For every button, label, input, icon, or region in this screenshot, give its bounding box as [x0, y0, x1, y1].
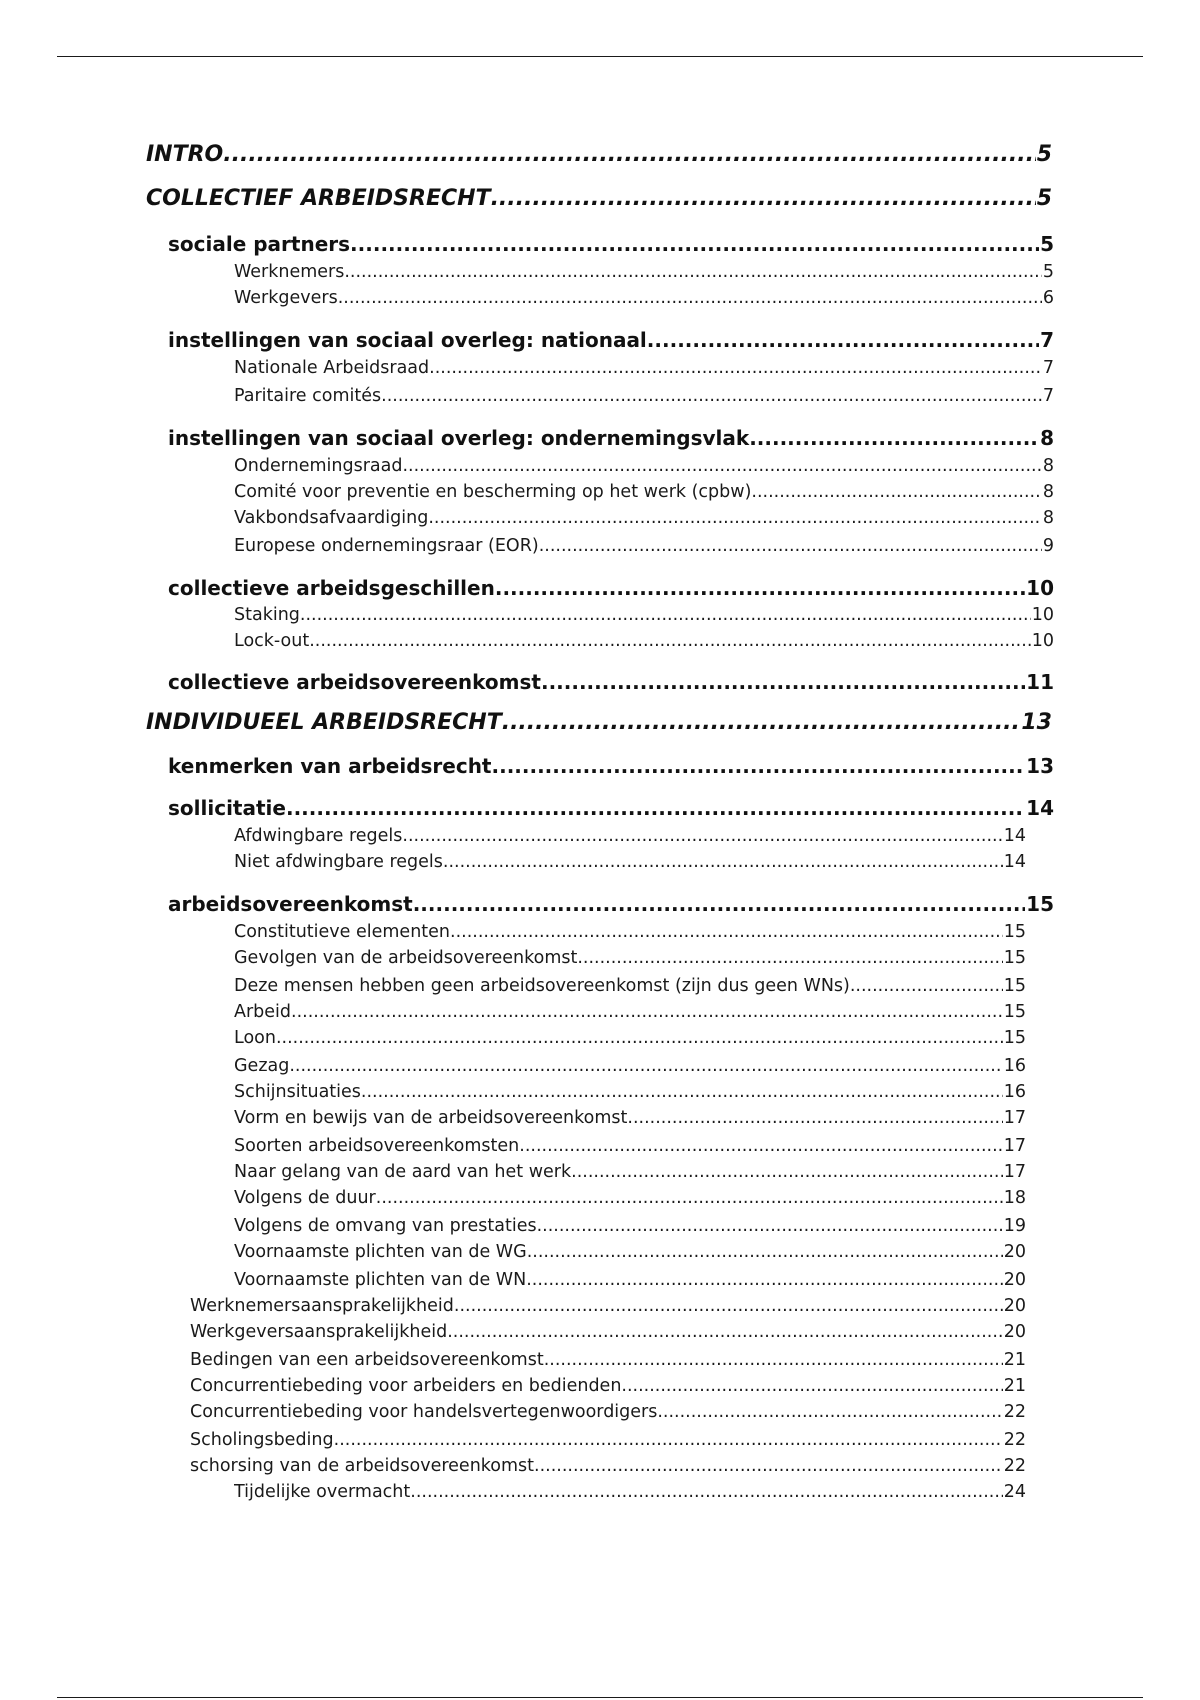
toc-entry-title: Concurrentiebeding voor arbeiders en bedienden	[190, 1376, 622, 1396]
toc-entry[interactable]	[234, 605, 1054, 626]
toc-dot-leader	[502, 710, 1021, 736]
toc-entry-title: Vorm en bewijs van de arbeidsovereenkomst	[234, 1108, 628, 1128]
toc-dot-leader	[429, 358, 1042, 379]
toc-entry[interactable]	[190, 1350, 1026, 1371]
toc-dot-leader	[495, 576, 1025, 600]
toc-entry[interactable]	[234, 948, 1026, 969]
toc-entry-title: COLLECTIEF ARBEIDSRECHT	[146, 186, 491, 211]
toc-page-number: 7	[1042, 358, 1054, 378]
toc-dot-leader	[544, 1350, 1003, 1371]
toc-entry-title: Ondernemingsraad	[234, 456, 403, 476]
toc-dot-leader	[300, 605, 1031, 626]
toc-dot-leader	[338, 288, 1042, 309]
toc-page-number: 22	[1003, 1402, 1026, 1422]
toc-entry[interactable]	[168, 796, 1054, 820]
toc-entry-title: Nationale Arbeidsraad	[234, 358, 430, 378]
toc-entry-title: sollicitatie	[168, 796, 286, 820]
toc-page-number: 14	[1003, 852, 1026, 872]
toc-entry[interactable]	[190, 1402, 1026, 1423]
toc-dot-leader	[350, 232, 1039, 256]
toc-entry[interactable]	[234, 482, 1054, 503]
toc-dot-leader	[376, 1188, 1003, 1209]
toc-dot-leader	[447, 1322, 1003, 1343]
toc-page-number: 17	[1003, 1136, 1026, 1156]
toc-page-number: 8	[1042, 508, 1054, 528]
toc-dot-leader	[526, 1270, 1003, 1291]
toc-entry-title: Werkgeversaansprakelijkheid	[190, 1322, 448, 1342]
toc-page-number: 18	[1003, 1188, 1026, 1208]
toc-entry[interactable]	[234, 922, 1026, 943]
toc-dot-leader	[223, 142, 1035, 168]
toc-page-number: 5	[1042, 262, 1054, 282]
toc-dot-leader	[443, 852, 1003, 873]
toc-entry[interactable]	[234, 456, 1054, 477]
toc-entry-title: Lock-out	[234, 631, 310, 651]
toc-entry-title: Werkgevers	[234, 288, 338, 308]
toc-entry-title: kenmerken van arbeidsrecht	[168, 754, 492, 778]
toc-entry-title: Scholingsbeding	[190, 1430, 334, 1450]
toc-dot-leader	[291, 1002, 1003, 1023]
toc-entry-title: Constitutieve elementen	[234, 922, 451, 942]
toc-entry[interactable]	[168, 426, 1054, 450]
toc-page-number: 8	[1042, 482, 1054, 502]
toc-dot-leader	[577, 948, 1002, 969]
toc-entry[interactable]	[146, 142, 1052, 168]
toc-entry[interactable]	[234, 1108, 1026, 1129]
toc-entry[interactable]	[234, 262, 1054, 283]
toc-page-number: 15	[1026, 892, 1054, 916]
toc-entry[interactable]	[234, 1002, 1026, 1023]
toc-entry-title: Staking	[234, 605, 300, 625]
toc-entry-title: INDIVIDUEEL ARBEIDSRECHT	[146, 710, 502, 735]
toc-entry[interactable]	[190, 1296, 1026, 1317]
toc-entry[interactable]	[168, 232, 1054, 256]
toc-dot-leader	[527, 1242, 1003, 1263]
toc-entry[interactable]	[234, 386, 1054, 407]
toc-entry[interactable]	[234, 288, 1054, 309]
toc-entry-title: Niet afdwingbare regels	[234, 852, 443, 872]
toc-entry-title: Arbeid	[234, 1002, 292, 1022]
toc-dot-leader	[492, 754, 1026, 778]
toc-entry[interactable]	[234, 1242, 1026, 1263]
toc-page-number: 15	[1003, 948, 1026, 968]
toc-page-number: 14	[1003, 826, 1026, 846]
toc-page-number: 8	[1042, 456, 1054, 476]
toc-entry[interactable]	[234, 1216, 1026, 1237]
toc-entry[interactable]	[190, 1456, 1026, 1477]
toc-entry-title: arbeidsovereenkomst	[168, 892, 413, 916]
toc-page-number: 20	[1003, 1322, 1026, 1342]
toc-page-number: 15	[1003, 1002, 1026, 1022]
toc-entry-title: Concurrentiebeding voor handelsvertegenwoordigers	[190, 1402, 658, 1422]
toc-dot-leader	[450, 922, 1003, 943]
toc-dot-leader	[361, 1082, 1003, 1103]
toc-dot-leader	[428, 508, 1042, 529]
toc-entry[interactable]	[234, 976, 1026, 997]
toc-entry[interactable]	[234, 1162, 1026, 1183]
toc-dot-leader	[627, 1108, 1002, 1129]
toc-dot-leader	[519, 1136, 1002, 1157]
toc-entry-title: sociale partners	[168, 232, 351, 256]
toc-page-number: 11	[1026, 670, 1054, 694]
footer-rule	[57, 1697, 1143, 1698]
toc-page-number: 10	[1026, 576, 1054, 600]
toc-dot-leader	[334, 1430, 1003, 1451]
toc-page-number: 8	[1040, 426, 1054, 450]
toc-entry[interactable]	[234, 358, 1054, 379]
toc-page-number: 10	[1031, 631, 1054, 651]
toc-entry[interactable]	[234, 1136, 1026, 1157]
toc-entry-title: Voornaamste plichten van de WG	[234, 1242, 527, 1262]
toc-page-number: 16	[1003, 1056, 1026, 1076]
toc-entry-title: Bedingen van een arbeidsovereenkomst	[190, 1350, 544, 1370]
toc-page-number: 10	[1031, 605, 1054, 625]
toc-entry-title: Schijnsituaties	[234, 1082, 361, 1102]
toc-page-number: 17	[1003, 1162, 1026, 1182]
toc-page-number: 22	[1003, 1456, 1026, 1476]
toc-entry-title: Werknemers	[234, 262, 345, 282]
toc-entry[interactable]	[234, 1482, 1026, 1503]
toc-entry-title: Deze mensen hebben geen arbeidsovereenkomst (zijn dus geen WNs)	[234, 976, 850, 996]
toc-dot-leader	[749, 426, 1039, 450]
toc-entry[interactable]	[234, 1082, 1026, 1103]
toc-entry-title: Afdwingbare regels	[234, 826, 403, 846]
toc-page-number: 13	[1021, 710, 1052, 735]
toc-dot-leader	[344, 262, 1042, 283]
toc-page-number: 7	[1042, 386, 1054, 406]
toc-dot-leader	[413, 892, 1025, 916]
toc-page-number: 13	[1026, 754, 1054, 778]
toc-entry[interactable]	[234, 1188, 1026, 1209]
toc-page-number: 5	[1036, 186, 1052, 211]
toc-entry-title: INTRO	[146, 142, 224, 167]
toc-entry-title: Paritaire comités	[234, 386, 382, 406]
toc-entry-title: Loon	[234, 1028, 276, 1048]
toc-dot-leader	[537, 1216, 1003, 1237]
toc-dot-leader	[491, 186, 1036, 212]
toc-dot-leader	[402, 456, 1041, 477]
toc-entry[interactable]	[146, 710, 1052, 736]
header-rule	[57, 56, 1143, 57]
toc-dot-leader	[381, 386, 1042, 407]
toc-dot-leader	[289, 1056, 1002, 1077]
toc-entry[interactable]	[234, 826, 1026, 847]
toc-entry-title: schorsing van de arbeidsovereenkomst	[190, 1456, 535, 1476]
toc-entry-title: collectieve arbeidsovereenkomst	[168, 670, 541, 694]
toc-page-number: 5	[1040, 232, 1054, 256]
toc-entry-title: Gezag	[234, 1056, 290, 1076]
toc-entry[interactable]	[168, 670, 1054, 694]
toc-dot-leader	[621, 1376, 1002, 1397]
toc-page-number: 15	[1003, 922, 1026, 942]
toc-page-number: 20	[1003, 1242, 1026, 1262]
toc-page-number: 5	[1036, 142, 1052, 167]
toc-entry-title: Tijdelijke overmacht	[234, 1482, 411, 1502]
toc-page-number: 19	[1003, 1216, 1026, 1236]
toc-dot-leader	[541, 670, 1025, 694]
toc-page-number: 15	[1003, 1028, 1026, 1048]
toc-entry-title: Soorten arbeidsovereenkomsten	[234, 1136, 520, 1156]
toc-dot-leader	[850, 976, 1003, 997]
toc-page-number: 20	[1003, 1270, 1026, 1290]
toc-dot-leader	[751, 482, 1041, 503]
toc-entry-title: instellingen van sociaal overleg: nationaal	[168, 328, 647, 352]
toc-dot-leader	[539, 536, 1042, 557]
toc-dot-leader	[402, 826, 1002, 847]
toc-entry[interactable]	[234, 1270, 1026, 1291]
toc-entry[interactable]	[190, 1376, 1026, 1397]
toc-dot-leader	[309, 631, 1031, 652]
toc-dot-leader	[657, 1402, 1002, 1423]
toc-page-number: 14	[1026, 796, 1054, 820]
toc-dot-leader	[454, 1296, 1003, 1317]
toc-entry-title: Vakbondsafvaardiging	[234, 508, 429, 528]
toc-entry[interactable]	[190, 1430, 1026, 1451]
toc-entry[interactable]	[168, 576, 1054, 600]
toc-entry-title: collectieve arbeidsgeschillen	[168, 576, 495, 600]
toc-entry-title: Volgens de duur	[234, 1188, 376, 1208]
toc-entry-title: Voornaamste plichten van de WN	[234, 1270, 527, 1290]
toc-page-number: 17	[1003, 1108, 1026, 1128]
toc-page-number: 9	[1042, 536, 1054, 556]
toc-dot-leader	[410, 1482, 1002, 1503]
toc-entry[interactable]	[190, 1322, 1026, 1343]
toc-entry[interactable]	[168, 328, 1054, 352]
toc-dot-leader	[276, 1028, 1003, 1049]
toc-entry-title: Comité voor preventie en bescherming op het werk (cpbw)	[234, 482, 752, 502]
toc-dot-leader	[647, 328, 1039, 352]
toc-entry[interactable]	[168, 754, 1054, 778]
toc-page-number: 6	[1042, 288, 1054, 308]
toc-entry[interactable]	[146, 186, 1052, 212]
toc-entry-title: Europese ondernemingsraar (EOR)	[234, 536, 539, 556]
toc-page-number: 21	[1003, 1376, 1026, 1396]
toc-entry[interactable]	[234, 631, 1054, 652]
toc-dot-leader	[571, 1162, 1003, 1183]
toc-page-number: 16	[1003, 1082, 1026, 1102]
toc-entry[interactable]	[234, 1028, 1026, 1049]
toc-page-number: 22	[1003, 1430, 1026, 1450]
toc-entry[interactable]	[234, 536, 1054, 557]
toc-entry-title: Gevolgen van de arbeidsovereenkomst	[234, 948, 578, 968]
toc-entry-title: instellingen van sociaal overleg: ondernemingsvlak	[168, 426, 750, 450]
toc-entry[interactable]	[234, 1056, 1026, 1077]
toc-entry[interactable]	[234, 852, 1026, 873]
toc-page-number: 24	[1003, 1482, 1026, 1502]
toc-page-number: 21	[1003, 1350, 1026, 1370]
toc-entry-title: Naar gelang van de aard van het werk	[234, 1162, 572, 1182]
toc-entry-title: Werknemersaansprakelijkheid	[190, 1296, 454, 1316]
toc-entry[interactable]	[234, 508, 1054, 529]
toc-page-number: 7	[1040, 328, 1054, 352]
toc-dot-leader	[286, 796, 1025, 820]
toc-dot-leader	[534, 1456, 1003, 1477]
toc-entry-title: Volgens de omvang van prestaties	[234, 1216, 537, 1236]
toc-page-number: 20	[1003, 1296, 1026, 1316]
toc-page-number: 15	[1003, 976, 1026, 996]
toc-entry[interactable]	[168, 892, 1054, 916]
